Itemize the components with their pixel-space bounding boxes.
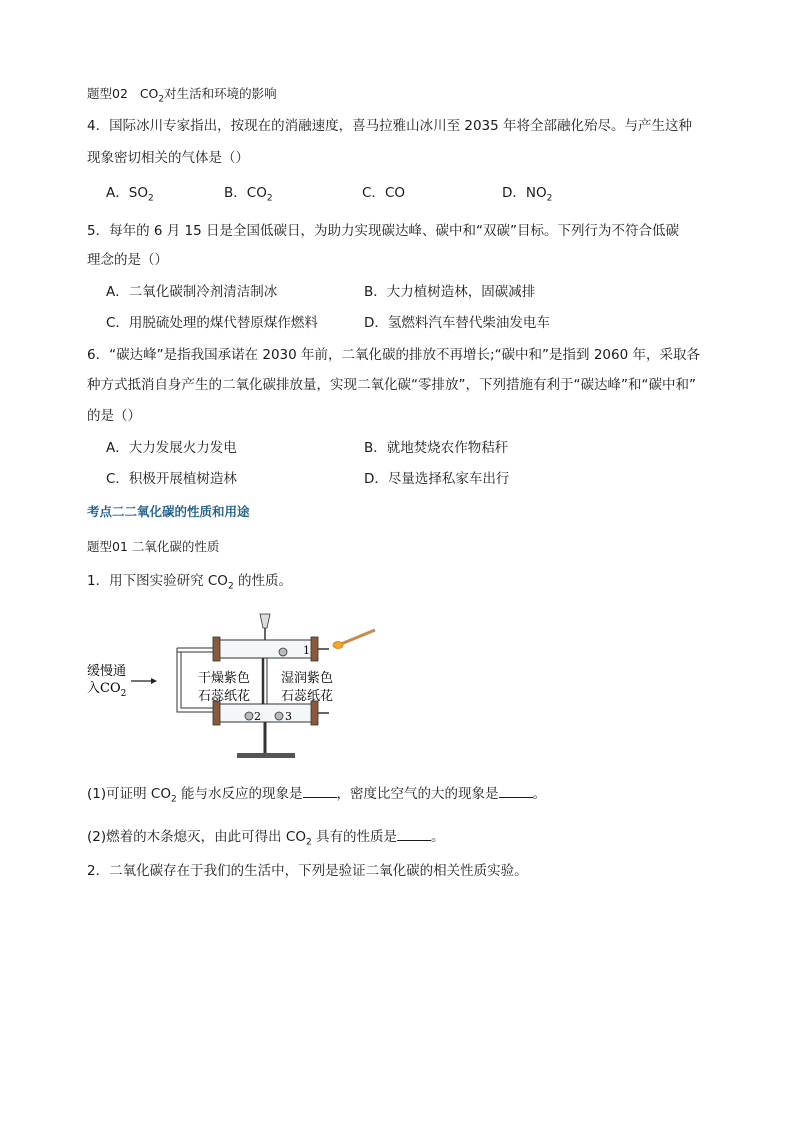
- heading-sub: 2: [158, 94, 165, 105]
- section-title: 考点二二氧化碳的性质和用途: [87, 504, 250, 519]
- sub1-mid2: ，密度比空气的大的现象是: [336, 786, 499, 802]
- q6-option-b[interactable]: B．就地焚烧农作物秸秆: [364, 440, 509, 456]
- stopper: [213, 701, 220, 725]
- option-sub: 2: [266, 193, 273, 204]
- stand-base: [237, 753, 295, 758]
- p1-stem: [87, 571, 292, 597]
- heading-suffix: 对生活和环境的影响: [164, 86, 277, 101]
- option-text: CO: [246, 185, 267, 201]
- wet-label-line1: 湿润紫色: [281, 671, 334, 686]
- sub2-mid: 具有的性质是: [311, 829, 397, 845]
- q5-stem-line2: 理念的是（）: [87, 252, 168, 268]
- flower-number-1: 1: [303, 644, 310, 657]
- sub2-sub: 2: [305, 837, 312, 848]
- wooden-stick: [341, 630, 375, 644]
- p1-sub: 2: [227, 581, 234, 592]
- sub1-pre: (1)可证明 CO: [87, 786, 171, 802]
- clamp-icon: [260, 614, 270, 628]
- flower-icon: [279, 648, 287, 656]
- q5-option-d[interactable]: D．氢燃料汽车替代柴油发电车: [364, 315, 550, 331]
- q4-option-a[interactable]: [106, 183, 154, 209]
- option-label: C．: [362, 185, 385, 201]
- q4-option-c[interactable]: [362, 183, 405, 203]
- option-label: A．: [106, 185, 129, 201]
- q4-stem-line1: 4．国际冰川专家指出，按现在的消融速度，喜马拉雅山冰川至 2035 年将全部融化殆尽。与产生这种: [87, 118, 693, 134]
- option-text: SO: [128, 185, 148, 201]
- sub2-pre: (2)燃着的木条熄灭，由此可得出 CO: [87, 829, 306, 845]
- question-type-heading-01: 题型01 二氧化碳的性质: [87, 539, 220, 554]
- q6-option-a[interactable]: A．大力发展火力发电: [106, 440, 237, 456]
- sub2-end: 。: [431, 829, 445, 845]
- q4-option-b[interactable]: [224, 183, 273, 209]
- subquestion-1: [87, 784, 546, 810]
- option-sub: 2: [546, 193, 553, 204]
- option-text: NO: [525, 185, 547, 201]
- p2-stem: 2．二氧化碳存在于我们的生活中，下列是验证二氧化碳的相关性质实验。: [87, 863, 528, 879]
- dry-label-line1: 干燥紫色: [198, 671, 251, 686]
- p1-pre: 1．用下图实验研究 CO: [87, 573, 228, 589]
- sub1-sub: 2: [170, 794, 177, 805]
- inlet-label-line1: 缓慢通: [87, 664, 127, 679]
- q5-option-a[interactable]: A．二氧化碳制冷剂清洁制冰: [106, 284, 278, 300]
- flame-icon: [333, 642, 343, 649]
- question-type-heading: [87, 84, 277, 110]
- option-sub: 2: [147, 193, 154, 204]
- answer-blank[interactable]: [397, 827, 431, 841]
- stopper: [213, 637, 220, 661]
- q6-stem-line1: 6．“碳达峰”是指我国承诺在 2030 年前，二氧化碳的排放不再增长;“碳中和”是指到 2060 年，采取各: [87, 347, 700, 363]
- q6-stem-line2: 种方式抵消自身产生的二氧化碳排放量，实现二氧化碳“零排放”，下列措施有利于“碳达峰”和“碳中和”: [87, 377, 696, 393]
- option-label: B．: [224, 185, 247, 201]
- answer-blank[interactable]: [303, 784, 337, 798]
- arrow-head-icon: [151, 678, 157, 684]
- flower-number-2: 2: [254, 710, 261, 723]
- option-text: CO: [384, 185, 405, 201]
- q6-option-c[interactable]: C．积极开展植树造林: [106, 471, 237, 487]
- p1-post: 的性质。: [233, 573, 292, 589]
- flower-icon: [245, 712, 253, 720]
- sub1-end: 。: [532, 786, 546, 802]
- wet-label-line2: 石蕊纸花: [281, 689, 334, 704]
- top-glass-tube: [215, 640, 317, 658]
- heading-prefix: 题型02: [87, 86, 128, 101]
- stopper: [311, 637, 318, 661]
- answer-blank[interactable]: [499, 784, 533, 798]
- sub1-mid: 能与水反应的现象是: [176, 786, 303, 802]
- subquestion-2: [87, 827, 445, 853]
- flower-number-3: 3: [285, 710, 292, 723]
- q5-option-b[interactable]: B．大力植树造林，固碳减排: [364, 284, 536, 300]
- dry-label-line2: 石蕊纸花: [198, 689, 251, 704]
- q5-stem-line1: 5．每年的 6 月 15 日是全国低碳日，为助力实现碳达峰、碳中和“双碳”目标。下列行为不符合低碳: [87, 223, 680, 239]
- experiment-diagram: [85, 608, 385, 768]
- q4-stem-line2: 现象密切相关的气体是（）: [87, 150, 249, 166]
- flower-icon: [275, 712, 283, 720]
- option-label: D．: [502, 185, 526, 201]
- q6-stem-line3: 的是（）: [87, 408, 141, 424]
- heading-co: CO: [139, 86, 159, 101]
- q6-option-d[interactable]: D．尽量选择私家车出行: [364, 471, 510, 487]
- q4-option-d[interactable]: [502, 183, 552, 209]
- stopper: [311, 701, 318, 725]
- q5-option-c[interactable]: C．用脱硫处理的煤代替原煤作燃料: [106, 315, 318, 331]
- inlet-label-line2: 入$CO_2$: [87, 681, 127, 699]
- bottom-glass-tube: [215, 704, 317, 722]
